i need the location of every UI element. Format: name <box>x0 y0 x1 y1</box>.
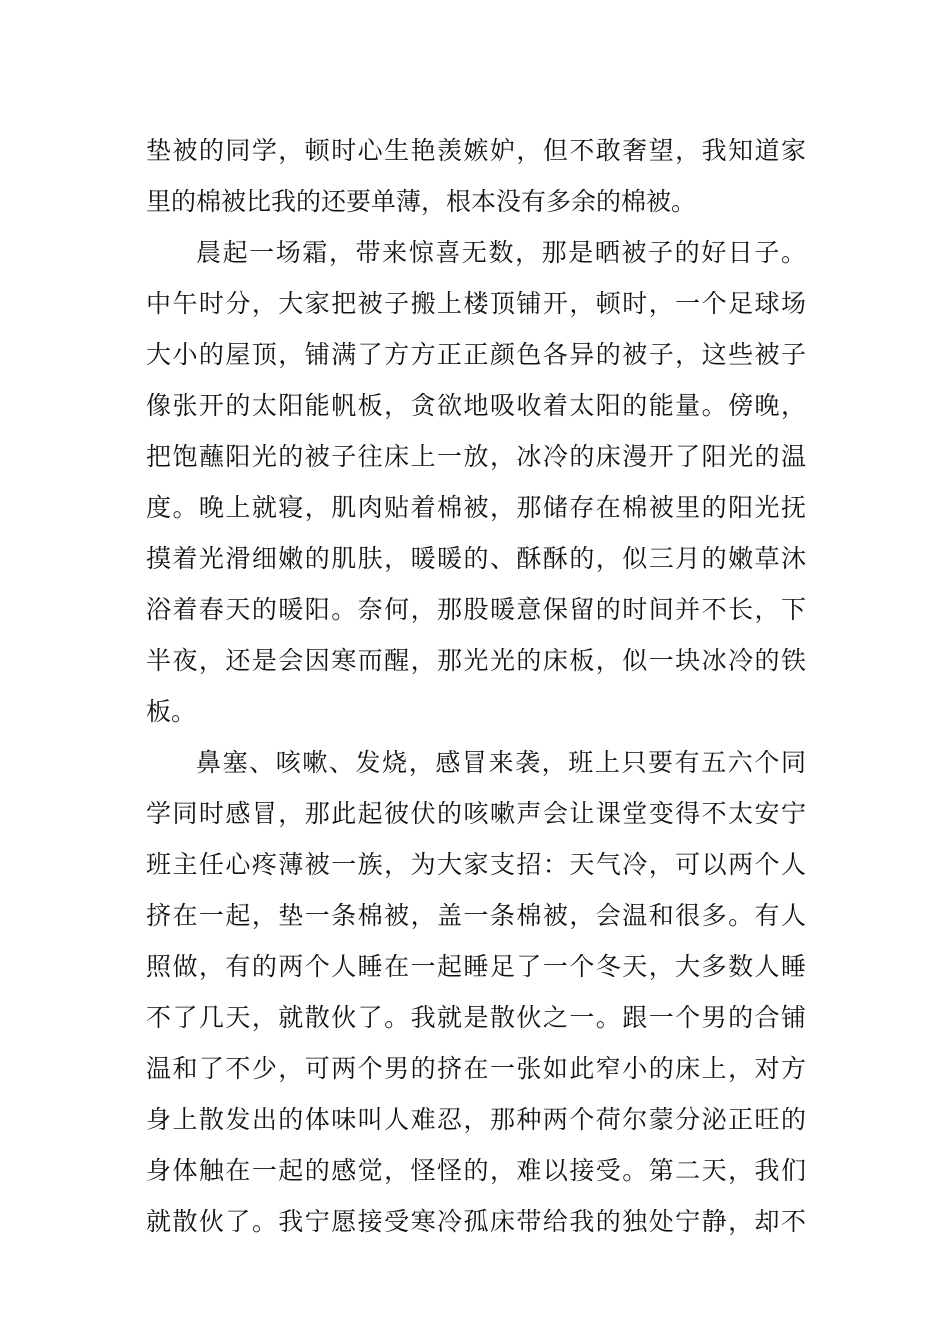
paragraph-1 <box>146 125 806 227</box>
text-line: 中午时分，大家把被子搬上楼顶铺开，顿时，一个足球场 <box>146 289 806 318</box>
paragraph-2 <box>146 227 806 737</box>
text-line: 班主任心疼薄被一族，为大家支招：天气冷，可以两个人 <box>146 850 806 879</box>
text-line: 大小的屋顶，铺满了方方正正颜色各异的被子，这些被子 <box>146 340 806 369</box>
text-line: 把饱蘸阳光的被子往床上一放，冰冷的床漫开了阳光的温 <box>146 442 806 471</box>
text-line: 里的棉被比我的还要单薄，根本没有多余的棉被。 <box>146 187 697 216</box>
paragraph-3 <box>146 737 806 1247</box>
text-line: 学同时感冒，那此起彼伏的咳嗽声会让课堂变得不太安宁 <box>146 799 806 828</box>
text-line: 照做，有的两个人睡在一起睡足了一个冬天，大多数人睡 <box>146 952 806 981</box>
text-line: 度。晚上就寝，肌肉贴着棉被，那储存在棉被里的阳光抚 <box>146 493 806 522</box>
text-line: 晨起一场霜，带来惊喜无数，那是晒被子的好日子。 <box>196 238 806 267</box>
text-line: 不了几天，就散伙了。我就是散伙之一。跟一个男的合铺 <box>146 1003 806 1032</box>
text-line: 半夜，还是会因寒而醒，那光光的床板，似一块冰冷的铁 <box>146 646 806 675</box>
text-line: 摸着光滑细嫩的肌肤，暖暖的、酥酥的，似三月的嫩草沐 <box>146 544 806 573</box>
text-line: 温和了不少，可两个男的挤在一张如此窄小的床上，对方 <box>146 1054 806 1083</box>
text-line: 鼻塞、咳嗽、发烧，感冒来袭，班上只要有五六个同 <box>196 748 806 777</box>
text-line: 就散伙了。我宁愿接受寒冷孤床带给我的独处宁静，却不 <box>146 1207 806 1236</box>
text-line: 身体触在一起的感觉，怪怪的，难以接受。第二天，我们 <box>146 1156 806 1185</box>
body-text <box>146 125 806 1247</box>
text-line: 挤在一起，垫一条棉被，盖一条棉被，会温和很多。有人 <box>146 901 806 930</box>
text-line: 板。 <box>146 697 197 726</box>
text-line: 身上散发出的体味叫人难忍，那种两个荷尔蒙分泌正旺的 <box>146 1105 806 1134</box>
text-line: 浴着春天的暖阳。奈何，那股暖意保留的时间并不长，下 <box>146 595 806 624</box>
text-line: 垫被的同学，顿时心生艳羡嫉妒，但不敢奢望，我知道家 <box>146 136 806 165</box>
text-line: 像张开的太阳能帆板，贪欲地吸收着太阳的能量。傍晚， <box>146 391 806 420</box>
